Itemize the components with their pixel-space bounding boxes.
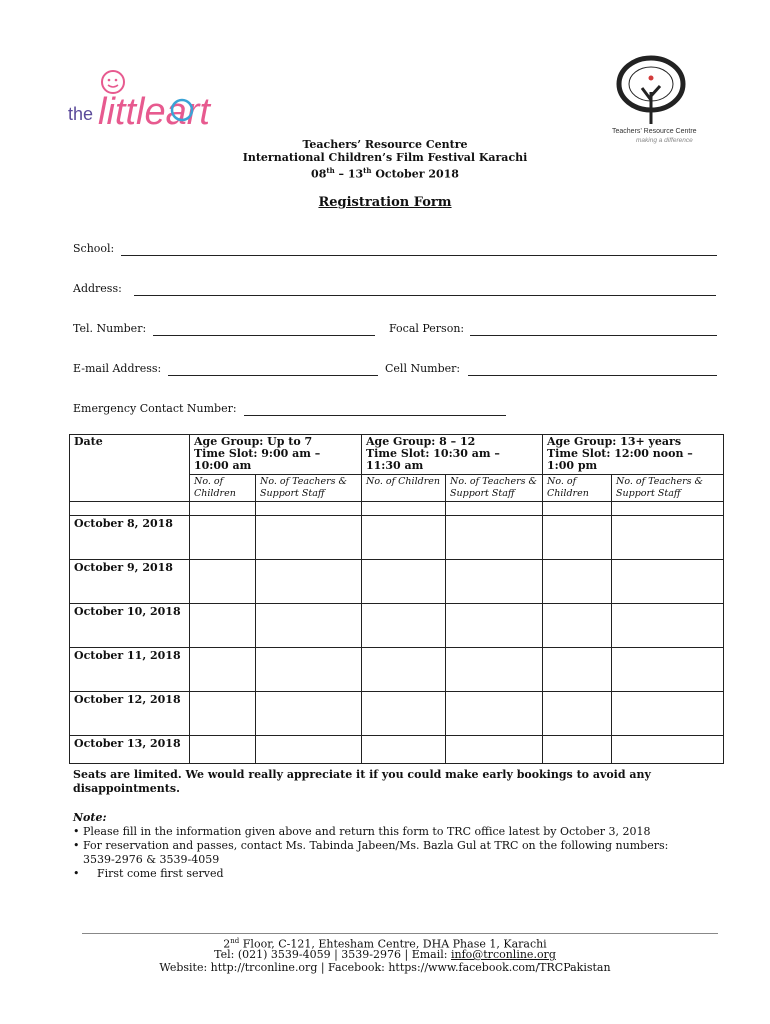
entry-cell[interactable] xyxy=(256,648,362,692)
the-little-art-logo xyxy=(66,62,241,142)
date-cell: October 10, 2018 xyxy=(70,604,190,648)
date-cell: October 11, 2018 xyxy=(70,648,190,692)
entry-cell[interactable] xyxy=(543,692,612,736)
note-line-deadline: • Please fill in the information given above and return this form to TRC office latest by October 3, 2018 xyxy=(73,825,651,838)
school-label: School: xyxy=(73,242,115,255)
note-line-numbers: 3539-2976 & 3539-4059 xyxy=(83,853,220,866)
entry-cell[interactable] xyxy=(543,736,612,764)
table-row xyxy=(70,516,724,560)
entry-cell[interactable] xyxy=(543,648,612,692)
note-bullet: • xyxy=(73,867,80,880)
document-header xyxy=(0,138,770,181)
entry-cell[interactable] xyxy=(190,692,256,736)
note-line-first-come: First come first served xyxy=(97,867,224,880)
table-row xyxy=(70,692,724,736)
entry-cell[interactable] xyxy=(446,604,543,648)
logo-the-text: the xyxy=(68,104,94,124)
trc-logo-caption: Teachers’ Resource Centre xyxy=(612,128,697,135)
children-subheader: No. of Children xyxy=(362,475,446,502)
logo-mark-text: littleart xyxy=(98,91,210,133)
entry-cell[interactable] xyxy=(612,560,724,604)
entry-cell[interactable] xyxy=(446,648,543,692)
teachers-subheader: No. of Teachers & Support Staff xyxy=(256,475,362,502)
org-name: Teachers’ Resource Centre xyxy=(302,138,468,151)
entry-cell[interactable] xyxy=(612,648,724,692)
entry-cell[interactable] xyxy=(256,692,362,736)
address-field[interactable] xyxy=(134,295,716,296)
trc-logo-tagline: making a difference xyxy=(636,137,693,144)
entry-cell[interactable] xyxy=(362,560,446,604)
entry-cell[interactable] xyxy=(446,692,543,736)
entry-cell[interactable] xyxy=(612,604,724,648)
emergency-contact-field[interactable] xyxy=(244,415,506,416)
footer-address: 2nd Floor, C-121, Ehtesham Centre, DHA Phase 1, Karachi xyxy=(223,937,547,951)
tel-field[interactable] xyxy=(153,335,375,336)
table-row xyxy=(70,560,724,604)
footer-divider xyxy=(82,933,718,934)
school-field[interactable] xyxy=(121,255,717,256)
table-row xyxy=(70,604,724,648)
entry-cell[interactable] xyxy=(446,560,543,604)
entry-cell[interactable] xyxy=(256,604,362,648)
entry-cell[interactable] xyxy=(190,648,256,692)
entry-cell[interactable] xyxy=(612,692,724,736)
entry-cell[interactable] xyxy=(190,560,256,604)
footer-contact: Tel: (021) 3539-4059 | 3539-2976 | Email: info@trconline.org xyxy=(214,948,556,961)
children-subheader: No. of Children xyxy=(543,475,612,502)
entry-cell[interactable] xyxy=(256,516,362,560)
table-header-row xyxy=(70,435,724,475)
teachers-subheader: No. of Teachers & Support Staff xyxy=(612,475,724,502)
table-spacer-row xyxy=(70,502,724,516)
event-name: International Children’s Film Festival Karachi xyxy=(242,151,528,164)
note-title: Note: xyxy=(73,811,107,824)
emergency-contact-label: Emergency Contact Number: xyxy=(73,402,237,415)
entry-cell[interactable] xyxy=(256,736,362,764)
date-cell: October 13, 2018 xyxy=(70,736,190,764)
email-field[interactable] xyxy=(168,375,378,376)
entry-cell[interactable] xyxy=(362,516,446,560)
entry-cell[interactable] xyxy=(612,516,724,560)
group-3-header: Age Group: 13+ years Time Slot: 12:00 noon – 1:00 pm xyxy=(543,435,724,475)
entry-cell[interactable] xyxy=(446,516,543,560)
table-row xyxy=(70,736,724,764)
teachers-subheader: No. of Teachers & Support Staff xyxy=(446,475,543,502)
note-line-contact: • For reservation and passes, contact Ms. Tabinda Jabeen/Ms. Bazla Gul at TRC on the following numbers: xyxy=(73,839,669,852)
entry-cell[interactable] xyxy=(362,736,446,764)
group-2-header: Age Group: 8 – 12 Time Slot: 10:30 am – 11:30 am xyxy=(362,435,543,475)
cell-field[interactable] xyxy=(468,375,717,376)
entry-cell[interactable] xyxy=(190,736,256,764)
focal-person-label: Focal Person: xyxy=(389,322,465,335)
entry-cell[interactable] xyxy=(612,736,724,764)
entry-cell[interactable] xyxy=(446,736,543,764)
children-subheader: No. of Children xyxy=(190,475,256,502)
entry-cell[interactable] xyxy=(362,648,446,692)
entry-cell[interactable] xyxy=(362,692,446,736)
tree-icon xyxy=(606,52,716,132)
tel-label: Tel. Number: xyxy=(73,322,147,335)
entry-cell[interactable] xyxy=(190,516,256,560)
entry-cell[interactable] xyxy=(543,604,612,648)
date-cell: October 9, 2018 xyxy=(70,560,190,604)
event-dates: 08th – 13th October 2018 xyxy=(311,166,459,181)
entry-cell[interactable] xyxy=(543,516,612,560)
date-cell: October 8, 2018 xyxy=(70,516,190,560)
entry-cell[interactable] xyxy=(256,560,362,604)
group-1-header: Age Group: Up to 7 Time Slot: 9:00 am – 10:00 am xyxy=(190,435,362,475)
date-header: Date xyxy=(70,435,190,502)
entry-cell[interactable] xyxy=(190,604,256,648)
footer-website: Website: http://trconline.org | Facebook: https://www.facebook.com/TRCPakistan xyxy=(159,961,611,974)
entry-cell[interactable] xyxy=(543,560,612,604)
email-label: E-mail Address: xyxy=(73,362,162,375)
seats-limited-notice: Seats are limited. We would really appreciate it if you could make early bookings to avoid any disappointments. xyxy=(73,768,651,795)
little-art-logo-icon xyxy=(66,62,241,142)
entry-cell[interactable] xyxy=(362,604,446,648)
focal-person-field[interactable] xyxy=(470,335,717,336)
table-row xyxy=(70,648,724,692)
date-cell: October 12, 2018 xyxy=(70,692,190,736)
form-title: Registration Form xyxy=(318,195,452,210)
email-link[interactable]: info@trconline.org xyxy=(450,948,556,961)
address-label: Address: xyxy=(73,282,122,295)
cell-label: Cell Number: xyxy=(385,362,461,375)
schedule-table xyxy=(69,434,724,764)
